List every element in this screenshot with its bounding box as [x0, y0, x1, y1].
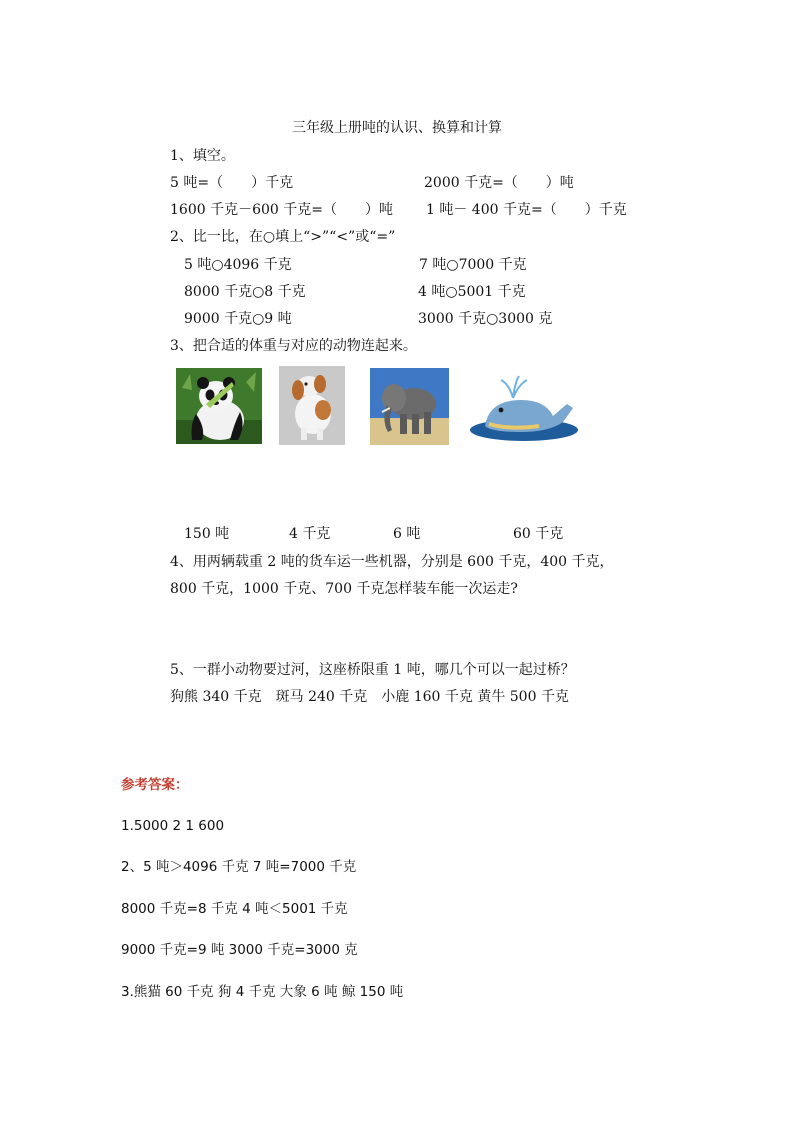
dog-image: [279, 366, 345, 445]
q3-weight-4: 60 千克: [513, 526, 564, 542]
answer-line-5: 3.熊猫 60 千克 狗 4 千克 大象 6 吨 鲸 150 吨: [121, 984, 404, 1000]
q3-weight-1: 150 吨: [184, 526, 230, 542]
q1-item-d: 1 吨－ 400 千克=（ ）千克: [426, 202, 627, 218]
q5-line-1: 5、一群小动物要过河，这座桥限重 1 吨，哪几个可以一起过桥？: [170, 662, 575, 678]
q1-item-c: 1600 千克－600 千克=（ ）吨: [170, 202, 393, 218]
q4-line-2: 800 千克，1000 千克、700 千克怎样装车能一次运走?: [170, 581, 518, 597]
q2-item-b: 7 吨○7000 千克: [419, 257, 527, 273]
answers-heading: 参考答案：: [121, 777, 189, 793]
q2-item-e: 9000 千克○9 吨: [184, 311, 292, 327]
answer-line-1: 1.5000 2 1 600: [121, 818, 225, 834]
q2-item-d: 4 吨○5001 千克: [418, 284, 526, 300]
q5-line-2: 狗熊 340 千克 斑马 240 千克 小鹿 160 千克 黄牛 500 千克: [170, 689, 569, 705]
answer-line-4: 9000 千克=9 吨 3000 千克=3000 克: [121, 942, 358, 958]
q3-weight-3: 6 吨: [393, 526, 421, 542]
worksheet-title: 三年级上册吨的认识、换算和计算: [292, 120, 502, 136]
q2-item-c: 8000 千克○8 千克: [184, 284, 306, 300]
q2-item-a: 5 吨○4096 千克: [184, 257, 292, 273]
q2-item-f: 3000 千克○3000 克: [418, 311, 553, 327]
elephant-image: [370, 368, 449, 445]
q3-weight-2: 4 千克: [289, 526, 331, 542]
q1-item-a: 5 吨=（ ）千克: [170, 175, 294, 191]
q4-line-1: 4、用两辆载重 2 吨的货车运一些机器，分别是 600 千克，400 千克，: [170, 554, 614, 570]
q1-heading: 1、填空。: [170, 148, 235, 164]
answer-line-3: 8000 千克=8 千克 4 吨＜5001 千克: [121, 901, 348, 917]
whale-image: [469, 370, 579, 442]
q3-heading: 3、把合适的体重与对应的动物连起来。: [170, 338, 417, 354]
q2-heading: 2、比一比，在○填上“>”“<”或“=”: [170, 229, 396, 245]
panda-image: [176, 368, 262, 444]
q1-item-b: 2000 千克=（ ）吨: [424, 175, 574, 191]
answer-line-2: 2、5 吨＞4096 千克 7 吨=7000 千克: [121, 859, 357, 875]
